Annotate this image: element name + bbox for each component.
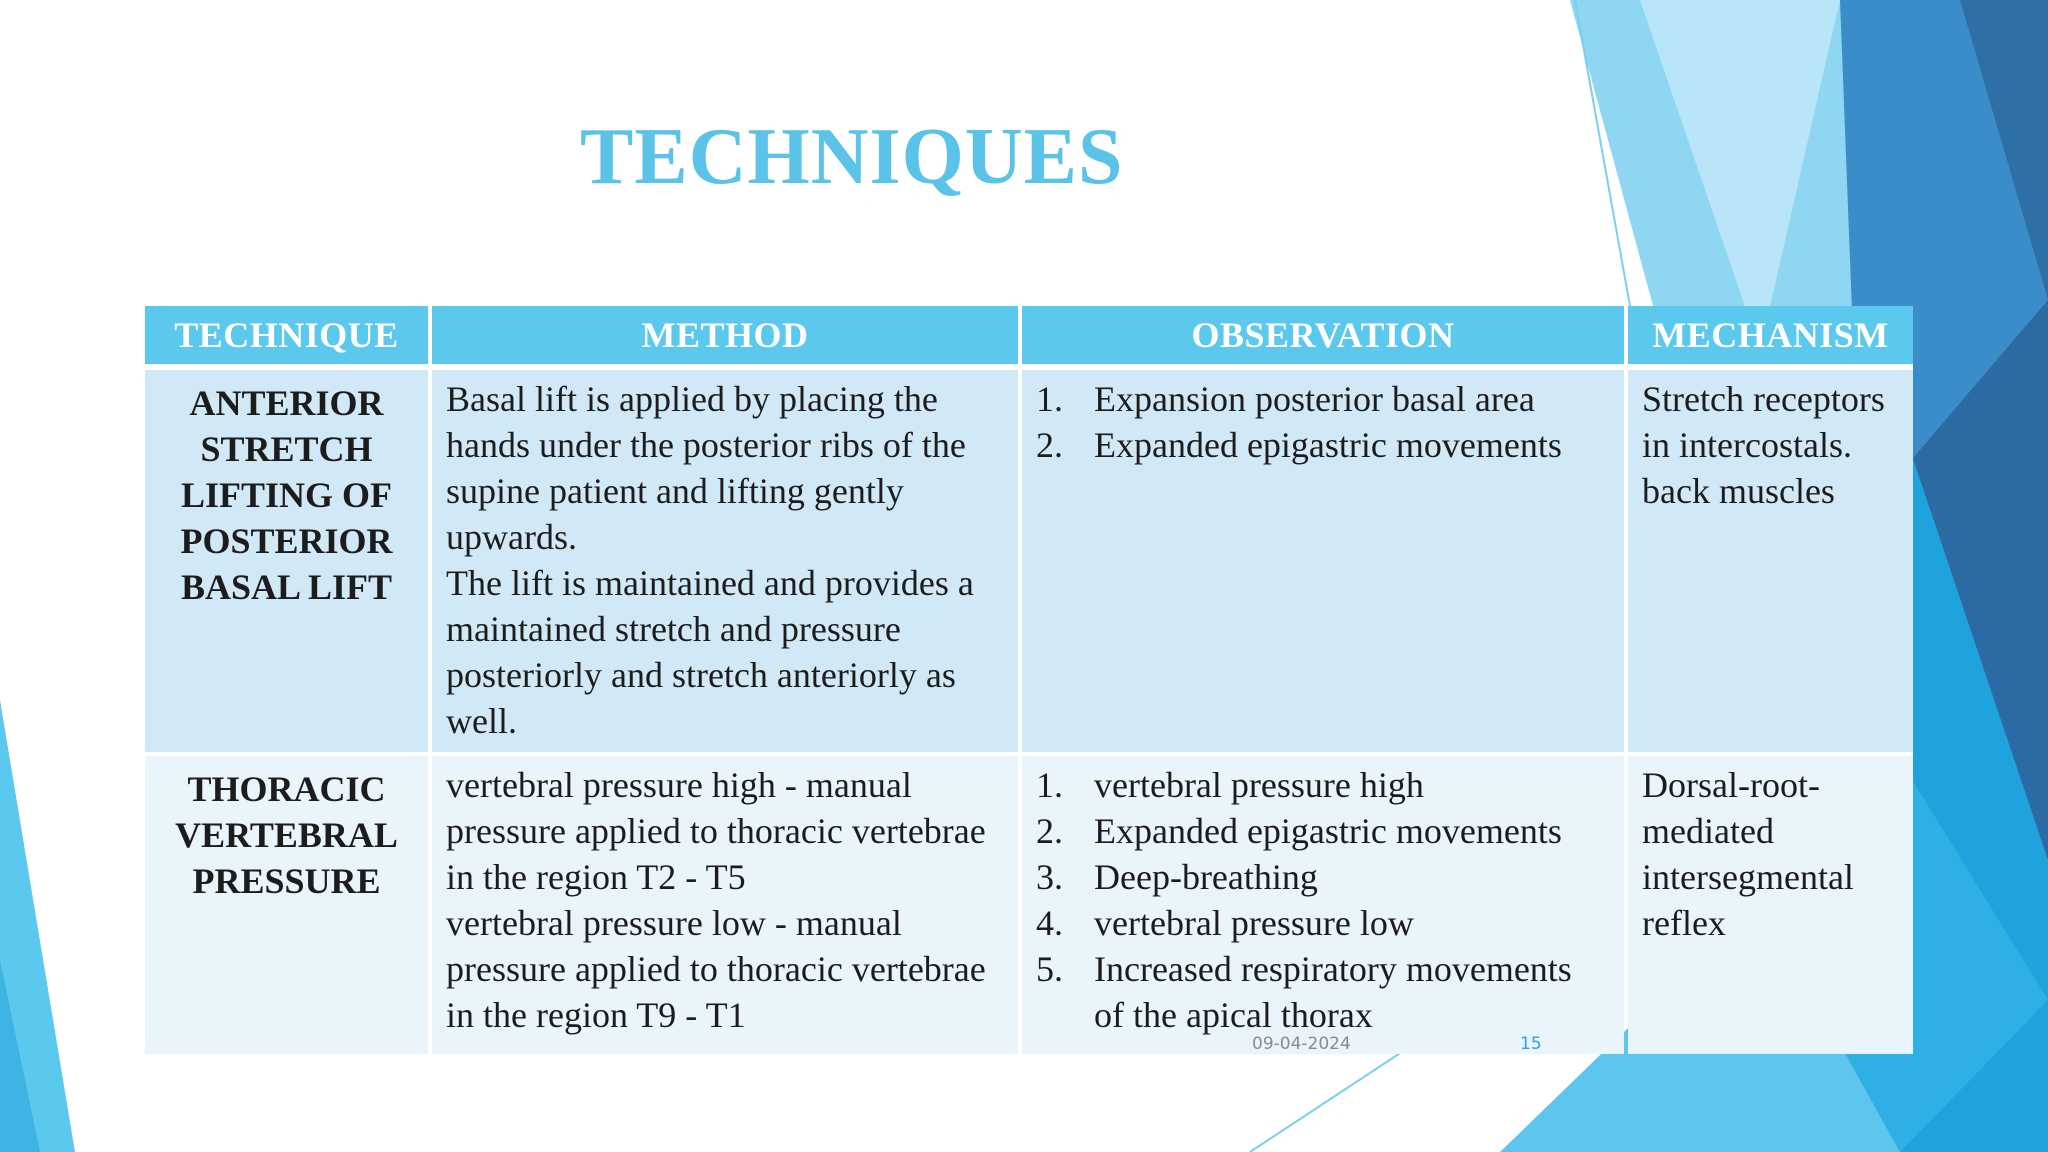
list-item: 4. vertebral pressure low xyxy=(1036,903,1414,943)
technique-line: PRESSURE xyxy=(192,861,381,901)
technique-line: ANTERIOR xyxy=(189,383,384,423)
techniques-table xyxy=(141,306,1917,1054)
slide-number: 15 xyxy=(1520,1034,1542,1054)
list-item: 2. Expanded epigastric movements xyxy=(1036,811,1562,851)
header-mechanism: MECHANISM xyxy=(1628,306,1913,370)
list-item: 5. Increased respiratory movements of the apical thorax xyxy=(1036,949,1572,1035)
technique-name-cell xyxy=(145,370,428,756)
table-row xyxy=(145,370,1913,756)
list-item: 2. Expanded epigastric movements xyxy=(1036,425,1562,465)
table-header-row xyxy=(145,306,1913,370)
table-row xyxy=(145,756,1913,1054)
technique-line: BASAL LIFT xyxy=(180,567,393,607)
observation-list xyxy=(1036,376,1610,468)
list-item: 1. Expansion posterior basal area xyxy=(1036,379,1535,419)
observation-list xyxy=(1036,762,1610,1038)
observation-cell xyxy=(1022,370,1624,756)
mechanism-cell: Dorsal-root-mediated intersegmental reflex xyxy=(1628,756,1913,1054)
header-method: METHOD xyxy=(432,306,1018,370)
method-text: vertebral pressure high - manual pressure applied to thoracic vertebrae in the region T2 - T5 xyxy=(446,765,986,897)
header-technique: TECHNIQUE xyxy=(145,306,428,370)
method-cell xyxy=(432,370,1018,756)
thin-line-bottom xyxy=(1250,1040,1420,1152)
list-item: 1. vertebral pressure high xyxy=(1036,765,1424,805)
slide-title: TECHNIQUES xyxy=(580,113,1124,201)
technique-line: POSTERIOR xyxy=(180,521,393,561)
header-observation: OBSERVATION xyxy=(1022,306,1624,370)
technique-name-cell xyxy=(145,756,428,1054)
technique-line: THORACIC xyxy=(187,769,386,809)
method-text: vertebral pressure low - manual pressure applied to thoracic vertebrae in the region T9 - T1 xyxy=(446,903,986,1035)
technique-line: VERTEBRAL xyxy=(175,815,398,855)
method-cell xyxy=(432,756,1018,1054)
method-text: Basal lift is applied by placing the hands under the posterior ribs of the supine patient and lifting gently upwards. xyxy=(446,379,966,557)
list-item: 3. Deep-breathing xyxy=(1036,857,1318,897)
observation-cell xyxy=(1022,756,1624,1054)
technique-line: STRETCH xyxy=(200,429,373,469)
method-text: The lift is maintained and provides a maintained stretch and pressure posteriorly and stretch anteriorly as well. xyxy=(446,563,974,741)
mechanism-cell: Stretch receptors in intercostals. back muscles xyxy=(1628,370,1913,756)
footer-date: 09-04-2024 xyxy=(1252,1034,1351,1054)
technique-line: LIFTING OF xyxy=(180,475,393,515)
